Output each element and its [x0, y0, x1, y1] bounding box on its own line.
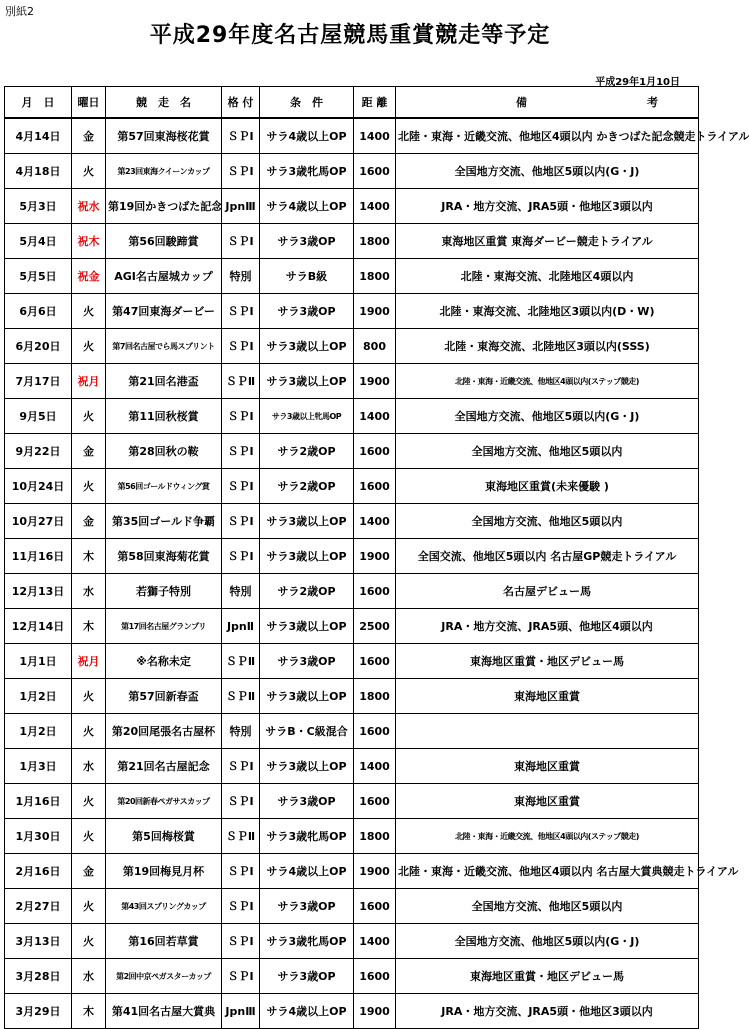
cell-day: 火 [72, 469, 106, 504]
page-title: 平成29年度名古屋競馬重賞競走等予定 [149, 23, 551, 48]
cell-date: 9月5日 [5, 399, 72, 434]
cell-day: 火 [72, 679, 106, 714]
cell-day: 火 [72, 399, 106, 434]
cell-condition: サラ3歳以上OP [260, 504, 354, 539]
cell-condition: サラ3歳以上OP [260, 539, 354, 574]
cell-notes: 北陸・東海交流、北陸地区3頭以内(D・W) [396, 294, 699, 329]
cell-distance: 1800 [354, 679, 396, 714]
cell-day: 火 [72, 889, 106, 924]
cell-grade: 特別 [222, 259, 260, 294]
header-race: 競 走 名 [106, 87, 222, 119]
cell-race: 第56回駿蹄賞 [106, 224, 222, 259]
cell-distance: 1800 [354, 259, 396, 294]
table-row [5, 679, 699, 714]
cell-day: 金 [72, 434, 106, 469]
cell-notes: 東海地区重賞 [396, 749, 699, 784]
cell-date: 4月18日 [5, 154, 72, 189]
cell-day: 祝月 [72, 644, 106, 679]
header-notes [396, 87, 699, 119]
cell-grade: ＳＰⅠ [222, 469, 260, 504]
cell-distance: 1900 [354, 539, 396, 574]
cell-distance: 1400 [354, 749, 396, 784]
cell-day: 祝月 [72, 364, 106, 399]
cell-condition: サラ3歳OP [260, 889, 354, 924]
cell-day: 火 [72, 714, 106, 749]
cell-distance: 1600 [354, 889, 396, 924]
cell-date: 7月17日 [5, 364, 72, 399]
table-row [5, 574, 699, 609]
table-header-row [5, 87, 699, 119]
table-row [5, 749, 699, 784]
document-date: 平成29年1月10日 [595, 77, 680, 88]
cell-day: 火 [72, 154, 106, 189]
table-row [5, 118, 699, 154]
cell-day: 火 [72, 819, 106, 854]
cell-date: 10月27日 [5, 504, 72, 539]
cell-date: 1月2日 [5, 679, 72, 714]
cell-race: ※名称未定 [106, 644, 222, 679]
cell-day: 火 [72, 329, 106, 364]
cell-distance: 1900 [354, 294, 396, 329]
cell-race: AGI名古屋城カップ [106, 259, 222, 294]
cell-grade: ＳＰⅠ [222, 294, 260, 329]
cell-distance: 1600 [354, 574, 396, 609]
cell-notes: JRA・地方交流、JRA5頭、他地区4頭以内 [396, 609, 699, 644]
cell-grade: ＳＰⅠ [222, 504, 260, 539]
cell-condition: サラ3歳OP [260, 224, 354, 259]
cell-notes: 全国地方交流、他地区5頭以内 [396, 504, 699, 539]
cell-day: 祝金 [72, 259, 106, 294]
cell-race: 第35回ゴールド争覇 [106, 504, 222, 539]
cell-condition: サラ3歳以上OP [260, 609, 354, 644]
header-notes-a: 備 [516, 95, 527, 109]
cell-race: 第11回秋桜賞 [106, 399, 222, 434]
cell-race: 第5回梅桜賞 [106, 819, 222, 854]
cell-condition: サラ3歳牝馬OP [260, 924, 354, 959]
cell-date: 11月16日 [5, 539, 72, 574]
cell-distance: 1800 [354, 224, 396, 259]
cell-date: 1月16日 [5, 784, 72, 819]
cell-race: 第56回ゴールドウィング賞 [106, 469, 222, 504]
cell-distance: 1600 [354, 959, 396, 994]
cell-condition: サラ3歳以上牝馬OP [260, 399, 354, 434]
cell-grade: ＳＰⅡ [222, 644, 260, 679]
cell-date: 5月5日 [5, 259, 72, 294]
cell-notes: 全国地方交流、他地区5頭以内 [396, 434, 699, 469]
cell-date: 12月14日 [5, 609, 72, 644]
table-row [5, 784, 699, 819]
cell-notes: 北陸・東海・近畿交流、他地区4頭以内(ステップ競走) [396, 819, 699, 854]
cell-condition: サラ4歳以上OP [260, 994, 354, 1029]
cell-day: 祝木 [72, 224, 106, 259]
cell-date: 1月1日 [5, 644, 72, 679]
cell-grade: ＳＰⅠ [222, 959, 260, 994]
table-row [5, 714, 699, 749]
cell-notes: 北陸・東海・近畿交流、他地区4頭以内 かきつばた記念競走トライアル [396, 118, 699, 154]
cell-day: 水 [72, 749, 106, 784]
cell-date: 6月20日 [5, 329, 72, 364]
cell-race: 第20回尾張名古屋杯 [106, 714, 222, 749]
cell-notes: 名古屋デビュー馬 [396, 574, 699, 609]
cell-distance: 1400 [354, 118, 396, 154]
cell-date: 12月13日 [5, 574, 72, 609]
cell-day: 火 [72, 294, 106, 329]
cell-date: 1月30日 [5, 819, 72, 854]
cell-distance: 1600 [354, 434, 396, 469]
cell-grade: ＳＰⅡ [222, 819, 260, 854]
cell-day: 火 [72, 924, 106, 959]
cell-condition: サラB・C級混合 [260, 714, 354, 749]
table-row [5, 609, 699, 644]
cell-condition: サラ2歳OP [260, 469, 354, 504]
cell-date: 4月14日 [5, 118, 72, 154]
cell-notes: 東海地区重賞 [396, 784, 699, 819]
cell-grade: ＳＰⅠ [222, 539, 260, 574]
header-notes-b: 考 [647, 95, 658, 109]
cell-race: 第23回東海クイーンカップ [106, 154, 222, 189]
cell-distance: 1800 [354, 819, 396, 854]
cell-condition: サラ3歳牝馬OP [260, 819, 354, 854]
table-row [5, 644, 699, 679]
cell-race: 第17回名古屋グランプリ [106, 609, 222, 644]
cell-race: 第7回名古屋でら馬スプリント [106, 329, 222, 364]
cell-date: 5月4日 [5, 224, 72, 259]
header-date: 月 日 [5, 87, 72, 119]
cell-day: 水 [72, 574, 106, 609]
table-row [5, 329, 699, 364]
cell-condition: サラ2歳OP [260, 574, 354, 609]
cell-condition: サラ3歳牝馬OP [260, 154, 354, 189]
cell-notes: 東海地区重賞・地区デビュー馬 [396, 959, 699, 994]
cell-condition: サラ3歳以上OP [260, 679, 354, 714]
cell-race: 第28回秋の鞍 [106, 434, 222, 469]
cell-race: 第19回かきつばた記念 [106, 189, 222, 224]
cell-distance: 1600 [354, 154, 396, 189]
cell-date: 1月2日 [5, 714, 72, 749]
table-row [5, 504, 699, 539]
cell-date: 5月3日 [5, 189, 72, 224]
cell-date: 6月6日 [5, 294, 72, 329]
cell-race: 第19回梅見月杯 [106, 854, 222, 889]
cell-date: 1月3日 [5, 749, 72, 784]
cell-grade: ＳＰⅠ [222, 224, 260, 259]
table-row [5, 154, 699, 189]
cell-day: 金 [72, 854, 106, 889]
table-row [5, 539, 699, 574]
cell-date: 10月24日 [5, 469, 72, 504]
cell-race: 第58回東海菊花賞 [106, 539, 222, 574]
table-row [5, 434, 699, 469]
cell-condition: サラ3歳以上OP [260, 364, 354, 399]
cell-distance: 1600 [354, 714, 396, 749]
cell-distance: 2500 [354, 609, 396, 644]
cell-condition: サラB級 [260, 259, 354, 294]
cell-grade: ＳＰⅠ [222, 329, 260, 364]
cell-grade: 特別 [222, 574, 260, 609]
cell-date: 2月16日 [5, 854, 72, 889]
cell-date: 9月22日 [5, 434, 72, 469]
cell-race: 第21回名港盃 [106, 364, 222, 399]
table-row [5, 994, 699, 1029]
cell-grade: ＳＰⅠ [222, 889, 260, 924]
race-schedule-table [4, 86, 749, 1029]
cell-distance: 800 [354, 329, 396, 364]
table-row [5, 294, 699, 329]
cell-distance: 1400 [354, 504, 396, 539]
cell-distance: 1900 [354, 854, 396, 889]
cell-day: 金 [72, 504, 106, 539]
cell-condition: サラ3歳OP [260, 784, 354, 819]
cell-race: 第57回東海桜花賞 [106, 118, 222, 154]
cell-date: 3月28日 [5, 959, 72, 994]
header-day: 曜日 [72, 87, 106, 119]
cell-condition: サラ4歳以上OP [260, 854, 354, 889]
cell-distance: 1600 [354, 644, 396, 679]
table-row [5, 924, 699, 959]
table-row [5, 889, 699, 924]
cell-grade: JpnⅡ [222, 609, 260, 644]
cell-grade: ＳＰⅠ [222, 854, 260, 889]
attachment-label: 別紙2 [5, 5, 34, 18]
table-row [5, 364, 699, 399]
cell-condition: サラ3歳以上OP [260, 329, 354, 364]
cell-grade: ＳＰⅠ [222, 749, 260, 784]
cell-notes: 全国地方交流、他地区5頭以内(G・J) [396, 399, 699, 434]
cell-grade: JpnⅢ [222, 189, 260, 224]
table-row [5, 189, 699, 224]
cell-day: 木 [72, 539, 106, 574]
table-row [5, 959, 699, 994]
cell-grade: ＳＰⅠ [222, 434, 260, 469]
cell-race: 第20回新春ペガサスカップ [106, 784, 222, 819]
cell-day: 祝水 [72, 189, 106, 224]
cell-distance: 1900 [354, 364, 396, 399]
header-distance: 距 離 [354, 87, 396, 119]
cell-day: 火 [72, 784, 106, 819]
cell-day: 木 [72, 609, 106, 644]
cell-race: 第47回東海ダービー [106, 294, 222, 329]
cell-race: 第21回名古屋記念 [106, 749, 222, 784]
cell-race: 第16回若草賞 [106, 924, 222, 959]
cell-distance: 1400 [354, 189, 396, 224]
cell-notes: 全国地方交流、他地区5頭以内(G・J) [396, 154, 699, 189]
cell-notes: 全国地方交流、他地区5頭以内(G・J) [396, 924, 699, 959]
cell-distance: 1400 [354, 924, 396, 959]
cell-grade: ＳＰⅠ [222, 154, 260, 189]
cell-notes: 東海地区重賞・地区デビュー馬 [396, 644, 699, 679]
cell-race: 第2回中京ペガスターカップ [106, 959, 222, 994]
cell-notes: 北陸・東海・近畿交流、他地区4頭以内 名古屋大賞典競走トライアル [396, 854, 699, 889]
cell-notes: 北陸・東海交流、北陸地区4頭以内 [396, 259, 699, 294]
cell-grade: 特別 [222, 714, 260, 749]
cell-condition: サラ4歳以上OP [260, 189, 354, 224]
cell-distance: 1900 [354, 994, 396, 1029]
cell-notes: 東海地区重賞(未来優駿 ) [396, 469, 699, 504]
cell-race: 若獅子特別 [106, 574, 222, 609]
table-row [5, 399, 699, 434]
cell-day: 木 [72, 994, 106, 1029]
cell-notes: 全国地方交流、他地区5頭以内 [396, 889, 699, 924]
cell-distance: 1400 [354, 399, 396, 434]
table-row [5, 854, 699, 889]
cell-condition: サラ2歳OP [260, 434, 354, 469]
cell-date: 2月27日 [5, 889, 72, 924]
table-row [5, 469, 699, 504]
cell-distance: 1600 [354, 784, 396, 819]
cell-notes: 北陸・東海交流、北陸地区3頭以内(SSS) [396, 329, 699, 364]
cell-condition: サラ3歳以上OP [260, 749, 354, 784]
table-row [5, 819, 699, 854]
cell-notes: 全国交流、他地区5頭以内 名古屋GP競走トライアル [396, 539, 699, 574]
cell-date: 3月29日 [5, 994, 72, 1029]
cell-notes [396, 714, 699, 749]
cell-notes: JRA・地方交流、JRA5頭・他地区3頭以内 [396, 994, 699, 1029]
cell-grade: ＳＰⅠ [222, 784, 260, 819]
cell-grade: ＳＰⅡ [222, 364, 260, 399]
cell-race: 第57回新春盃 [106, 679, 222, 714]
cell-day: 金 [72, 118, 106, 154]
cell-distance: 1600 [354, 469, 396, 504]
cell-grade: ＳＰⅠ [222, 399, 260, 434]
cell-grade: ＳＰⅠ [222, 924, 260, 959]
header-grade: 格 付 [222, 87, 260, 119]
cell-grade: ＳＰⅡ [222, 679, 260, 714]
cell-condition: サラ3歳OP [260, 959, 354, 994]
cell-race: 第43回スプリングカップ [106, 889, 222, 924]
cell-condition: サラ3歳OP [260, 294, 354, 329]
table-row [5, 259, 699, 294]
table-row [5, 224, 699, 259]
cell-notes: 東海地区重賞 [396, 679, 699, 714]
cell-notes: JRA・地方交流、JRA5頭・他地区3頭以内 [396, 189, 699, 224]
cell-condition: サラ3歳OP [260, 644, 354, 679]
cell-notes: 東海地区重賞 東海ダービー競走トライアル [396, 224, 699, 259]
cell-notes: 北陸・東海・近畿交流、他地区4頭以内(ステップ競走) [396, 364, 699, 399]
cell-race: 第41回名古屋大賞典 [106, 994, 222, 1029]
cell-day: 水 [72, 959, 106, 994]
cell-grade: ＳＰⅠ [222, 118, 260, 154]
cell-grade: JpnⅢ [222, 994, 260, 1029]
header-condition: 条 件 [260, 87, 354, 119]
cell-condition: サラ4歳以上OP [260, 118, 354, 154]
cell-date: 3月13日 [5, 924, 72, 959]
